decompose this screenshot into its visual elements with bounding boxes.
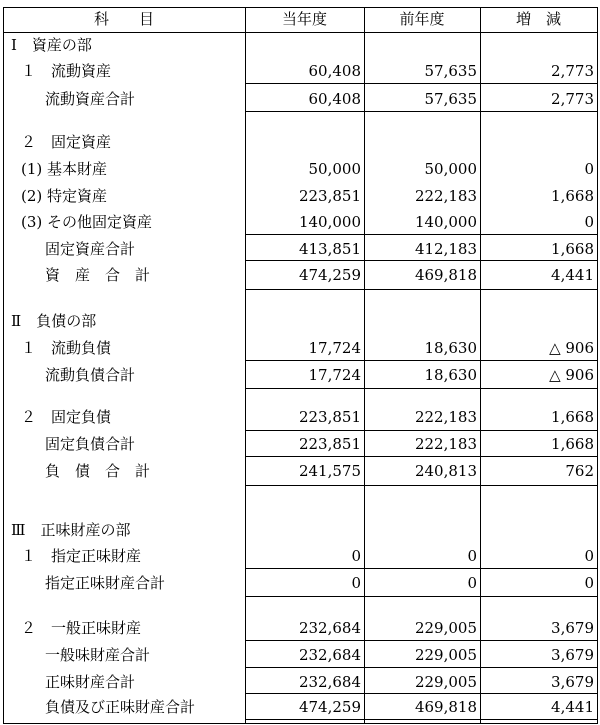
cell-prev: 222,183: [414, 435, 477, 453]
header-change: 増 減: [515, 10, 561, 28]
row-label: 流動負債合計: [45, 366, 136, 384]
cell-chg: 1,668: [551, 408, 594, 426]
row-separator: [245, 234, 597, 235]
cell-prev: 469,818: [414, 266, 477, 284]
cell-cur: 50,000: [308, 160, 361, 178]
row-label: 資 産 合 計: [45, 266, 151, 284]
cell-chg: △ 906: [549, 366, 594, 384]
row-separator: [245, 260, 597, 261]
row-label: １ 流動負債: [21, 339, 112, 357]
row-separator: [245, 485, 597, 486]
column-divider: [364, 7, 365, 723]
cell-chg: 1,668: [551, 187, 594, 205]
row-separator: [245, 568, 597, 569]
row-label: (1) 基本財産: [21, 160, 108, 178]
row-label: １ 指定正味財産: [21, 547, 142, 565]
row-separator: [245, 111, 597, 112]
cell-prev: 50,000: [424, 160, 477, 178]
header-previous-year: 前年度: [399, 10, 445, 28]
cell-cur: 413,851: [298, 240, 361, 258]
row-label: 指定正味財産合計: [45, 574, 166, 592]
row-separator: [245, 388, 597, 389]
row-label: 負 債 合 計: [45, 462, 151, 480]
row-label: (2) 特定資産: [21, 187, 108, 205]
header-current-year: 当年度: [281, 10, 327, 28]
row-label: 負債及び正味財産合計: [45, 698, 196, 716]
cell-chg: 762: [565, 462, 594, 480]
row-label: １ 流動資産: [21, 62, 112, 80]
row-separator: [245, 693, 597, 694]
cell-prev: 222,183: [414, 408, 477, 426]
cell-prev: 229,005: [414, 646, 477, 664]
cell-prev: 18,630: [424, 339, 477, 357]
cell-chg: 3,679: [551, 646, 594, 664]
cell-prev: 57,635: [424, 62, 477, 80]
column-divider: [480, 7, 481, 723]
header-bottom-border: [3, 32, 598, 33]
cell-chg: 0: [584, 574, 594, 592]
row-label: 固定資産合計: [45, 240, 136, 258]
row-separator: [245, 430, 597, 431]
cell-prev: 240,813: [414, 462, 477, 480]
row-separator: [245, 640, 597, 641]
column-divider: [245, 7, 246, 723]
cell-chg: 2,773: [551, 62, 594, 80]
cell-prev: 229,005: [414, 619, 477, 637]
cell-cur: 474,259: [298, 266, 361, 284]
cell-cur: 0: [351, 547, 361, 565]
row-label: ２ 固定資産: [21, 133, 112, 151]
row-label: 固定負債合計: [45, 435, 136, 453]
row-separator: [245, 360, 597, 361]
cell-cur: 232,684: [298, 673, 361, 691]
cell-cur: 241,575: [298, 462, 361, 480]
cell-chg: 0: [584, 160, 594, 178]
row-label: Ⅰ 資産の部: [11, 36, 92, 54]
table-bottom-border: [3, 723, 598, 724]
cell-cur: 17,724: [308, 366, 361, 384]
cell-prev: 222,183: [414, 187, 477, 205]
cell-cur: 232,684: [298, 619, 361, 637]
cell-cur: 60,408: [308, 62, 361, 80]
row-label: Ⅲ 正味財産の部: [11, 521, 131, 539]
cell-chg: 1,668: [551, 240, 594, 258]
row-label: 一般味財産合計: [45, 646, 151, 664]
cell-prev: 57,635: [424, 90, 477, 108]
cell-cur: 223,851: [298, 408, 361, 426]
cell-cur: 0: [351, 574, 361, 592]
row-separator: [245, 596, 597, 597]
row-separator: [245, 719, 597, 720]
row-separator: [245, 667, 597, 668]
row-label: 正味財産合計: [45, 673, 136, 691]
row-label: (3) その他固定資産: [21, 213, 153, 231]
cell-chg: 4,441: [551, 698, 594, 716]
cell-cur: 140,000: [298, 213, 361, 231]
cell-chg: 0: [584, 547, 594, 565]
cell-prev: 140,000: [414, 213, 477, 231]
cell-cur: 474,259: [298, 698, 361, 716]
row-label: Ⅱ 負債の部: [11, 312, 97, 330]
cell-cur: 60,408: [308, 90, 361, 108]
row-separator: [245, 456, 597, 457]
row-separator: [245, 83, 597, 84]
cell-cur: 17,724: [308, 339, 361, 357]
row-separator: [245, 289, 597, 290]
cell-chg: 2,773: [551, 90, 594, 108]
cell-chg: 4,441: [551, 266, 594, 284]
cell-chg: 3,679: [551, 619, 594, 637]
row-label: ２ 固定負債: [21, 408, 112, 426]
cell-chg: 1,668: [551, 435, 594, 453]
cell-prev: 0: [467, 547, 477, 565]
cell-prev: 0: [467, 574, 477, 592]
cell-cur: 232,684: [298, 646, 361, 664]
cell-prev: 469,818: [414, 698, 477, 716]
table-border-left: [3, 7, 4, 723]
cell-cur: 223,851: [298, 435, 361, 453]
cell-prev: 18,630: [424, 366, 477, 384]
header-item: 科 目: [93, 10, 154, 28]
row-label: 流動資産合計: [45, 90, 136, 108]
cell-chg: 0: [584, 213, 594, 231]
row-label: ２ 一般正味財産: [21, 619, 142, 637]
table-top-border: [3, 7, 598, 8]
cell-cur: 223,851: [298, 187, 361, 205]
cell-chg: 3,679: [551, 673, 594, 691]
cell-prev: 229,005: [414, 673, 477, 691]
table-border-right: [597, 7, 598, 723]
cell-prev: 412,183: [414, 240, 477, 258]
cell-chg: △ 906: [549, 339, 594, 357]
